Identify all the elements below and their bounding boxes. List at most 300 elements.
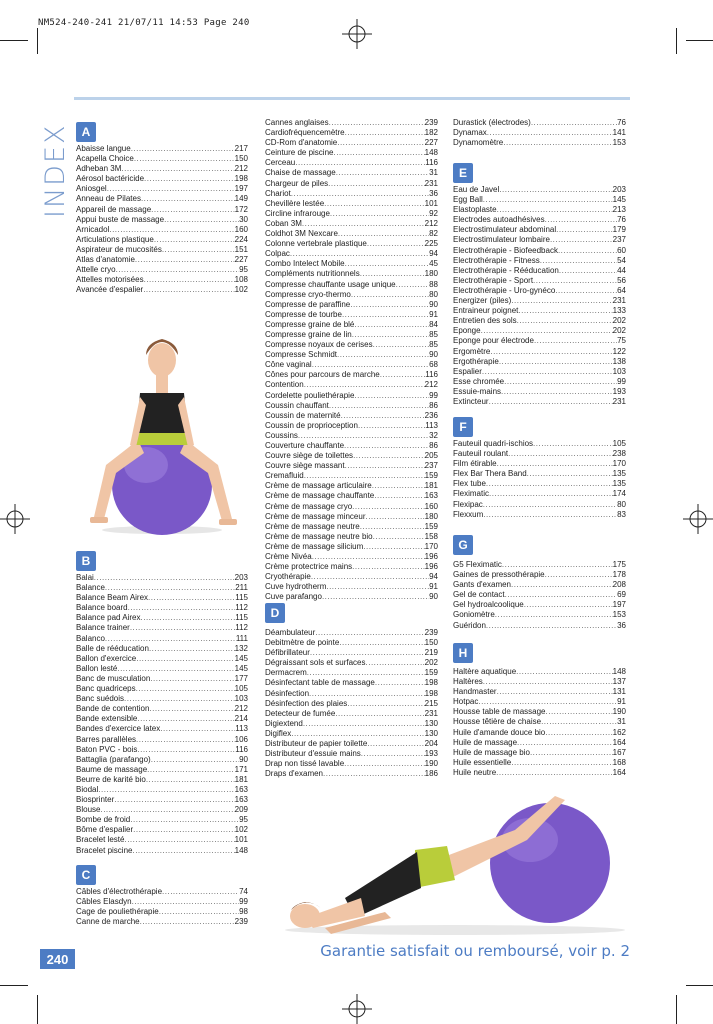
index-entry-name: Goniomètre	[453, 610, 495, 620]
index-entry	[265, 118, 438, 128]
dot-leader	[162, 887, 239, 897]
dot-leader	[136, 735, 235, 745]
index-entry-page: 171	[234, 764, 248, 774]
dot-leader	[483, 500, 617, 510]
dot-leader	[497, 687, 613, 697]
index-entry-page: 30	[239, 214, 248, 224]
index-entry-name: Crème de massage neutre	[265, 521, 360, 531]
index-list-c-cont	[265, 118, 438, 603]
index-entry-page: 94	[429, 572, 438, 582]
index-entry-page: 193	[424, 749, 438, 759]
index-entry-page: 217	[234, 144, 248, 153]
dot-leader	[146, 775, 235, 785]
index-entry-page: 94	[429, 249, 438, 259]
index-entry-page: 115	[235, 613, 248, 623]
index-entry	[453, 397, 626, 407]
index-entry-page: 32	[429, 430, 438, 440]
index-entry-name: Cremafluid	[265, 471, 304, 481]
dot-leader	[137, 745, 235, 755]
dot-leader	[489, 397, 613, 407]
index-entry	[265, 259, 438, 269]
index-entry-name: Aspirateur de mucosités	[76, 244, 162, 254]
registration-mark-icon	[342, 19, 372, 49]
dot-leader	[483, 510, 617, 520]
index-entry-page: 179	[612, 225, 626, 235]
index-entry	[265, 239, 438, 249]
dot-leader	[352, 502, 424, 512]
index-entry-page: 103	[612, 366, 626, 376]
dot-leader	[164, 215, 239, 225]
index-entry-page: 190	[424, 759, 438, 769]
index-entry-page: 198	[424, 688, 438, 698]
dot-leader	[367, 739, 424, 749]
index-entry	[265, 532, 438, 542]
index-entry-page: 197	[612, 600, 626, 610]
index-entry	[265, 689, 438, 699]
index-entry-page: 102	[234, 825, 248, 835]
section-letter-g: G	[453, 535, 473, 555]
index-entry-name: Aniosgel	[76, 184, 107, 194]
index-entry-page: 80	[617, 499, 626, 509]
index-entry-name: Housse table de massage	[453, 707, 546, 717]
crop-mark	[37, 28, 38, 54]
index-entry-name: Flex tube	[453, 479, 486, 489]
index-entry	[453, 459, 626, 469]
index-entry-name: Colpac	[265, 249, 290, 259]
index-entry-name: Dermacrem	[265, 668, 307, 678]
index-entry-page: 196	[424, 562, 438, 572]
dot-leader	[478, 697, 617, 707]
index-entry-page: 132	[234, 643, 248, 653]
index-entry-name: Combo Intelect Mobile	[265, 259, 345, 269]
crop-mark	[686, 985, 713, 986]
index-entry-name: Compresse de tourbe	[265, 309, 342, 319]
index-entry	[453, 600, 626, 610]
index-entry-name: Cannes anglaises	[265, 118, 329, 127]
dot-leader	[109, 225, 234, 235]
dot-leader	[337, 350, 429, 360]
index-entry-page: 99	[617, 376, 626, 386]
index-entry	[453, 235, 626, 245]
index-entry-name: Electrothérapie - Sport	[453, 275, 534, 285]
index-entry-name: Arnicadol	[76, 224, 110, 234]
index-entry	[265, 502, 438, 512]
index-entry	[76, 775, 248, 785]
dot-leader	[352, 330, 429, 340]
dot-leader	[499, 357, 613, 367]
index-entry	[76, 235, 248, 245]
footer-guarantee: Garantie satisfait ou remboursé, voir p. 2	[320, 942, 630, 960]
index-entry-name: Compresse Schmidt	[265, 350, 338, 360]
index-entry-page: 167	[612, 747, 626, 757]
index-entry-name: Coldhot 3M Nexcare	[265, 229, 338, 239]
index-entry-name: Cryothérapie	[265, 572, 311, 582]
index-entry-page: 141	[612, 128, 626, 138]
index-entry-name: Ballon lesté	[76, 663, 118, 673]
dot-leader	[372, 481, 425, 491]
section-letter-a: A	[76, 122, 96, 142]
index-entry	[265, 340, 438, 350]
section-letter-f: F	[453, 417, 473, 437]
index-entry	[453, 439, 626, 449]
index-entry	[265, 350, 438, 360]
index-entry-page: 83	[617, 509, 626, 519]
index-entry	[76, 275, 248, 285]
index-entry-name: Avancée d'espalier	[76, 285, 144, 295]
index-entry-name: Câbles d'électrothérapie	[76, 887, 163, 896]
dot-leader	[329, 118, 425, 128]
index-entry-page: 186	[424, 769, 438, 779]
index-entry-name: Eponge pour électrode	[453, 336, 534, 346]
dot-leader	[98, 785, 234, 795]
index-entry-page: 135	[612, 479, 626, 489]
dot-leader	[489, 489, 613, 499]
index-entry-name: Compresse cryo-thermo	[265, 289, 351, 299]
index-entry-name: Durastick (électrodes)	[453, 118, 531, 127]
index-entry-page: 239	[234, 917, 248, 927]
index-entry	[453, 377, 626, 387]
index-entry-page: 68	[429, 360, 438, 370]
dot-leader	[134, 154, 235, 164]
index-entry-name: Articulations plastique	[76, 234, 154, 244]
index-entry-page: 148	[424, 148, 438, 158]
index-entry	[76, 724, 248, 734]
dot-leader	[527, 469, 613, 479]
index-entry-name: Compresse graine de blé	[265, 319, 355, 329]
dot-leader	[150, 674, 234, 684]
index-entry	[453, 748, 626, 758]
index-entry-name: Crème de massage chauffante	[265, 491, 375, 501]
index-entry-name: Dynamomètre	[453, 138, 504, 148]
dot-leader	[483, 195, 613, 205]
index-entry	[265, 481, 438, 491]
index-entry	[265, 158, 438, 168]
index-entry	[265, 638, 438, 648]
index-entry-name: Acapella Choice	[76, 154, 134, 164]
index-entry-name: Chaise de massage	[265, 168, 336, 178]
index-entry-page: 82	[429, 229, 438, 239]
index-entry	[453, 336, 626, 346]
index-entry-name: Coussin chauffant	[265, 400, 329, 410]
index-list-b	[76, 573, 248, 856]
index-entry	[453, 316, 626, 326]
index-title: INDEX	[40, 123, 71, 218]
dot-leader	[486, 621, 617, 631]
dot-leader	[128, 603, 236, 613]
index-entry-page: 237	[612, 235, 626, 245]
dot-leader	[312, 552, 425, 562]
index-entry	[453, 738, 626, 748]
index-entry-page: 168	[612, 757, 626, 767]
index-entry-page: 145	[234, 653, 248, 663]
index-entry-name: Chariot	[265, 188, 291, 198]
dot-leader	[365, 512, 424, 522]
dot-leader	[354, 391, 429, 401]
index-entry-page: 238	[612, 449, 626, 459]
index-entry	[265, 451, 438, 461]
index-entry-name: Biodal	[76, 784, 99, 794]
index-entry-name: Fleximatic	[453, 489, 490, 499]
index-entry	[453, 707, 626, 717]
index-entry	[453, 758, 626, 768]
index-entry	[453, 128, 626, 138]
index-entry-page: 86	[429, 400, 438, 410]
index-entry	[453, 560, 626, 570]
dot-leader	[105, 634, 236, 644]
index-list-d	[265, 628, 438, 779]
index-entry	[76, 704, 248, 714]
index-entry	[76, 654, 248, 664]
index-entry-name: Balle de rééducation	[76, 643, 149, 653]
dot-leader	[144, 275, 235, 285]
index-entry-name: Canne de marche	[76, 917, 140, 927]
dot-leader	[117, 664, 234, 674]
index-entry	[265, 658, 438, 668]
index-entry-page: 163	[234, 784, 248, 794]
index-entry	[453, 225, 626, 235]
dot-leader	[530, 748, 613, 758]
index-entry-page: 130	[424, 718, 438, 728]
index-entry-page: 122	[612, 346, 626, 356]
index-entry-page: 180	[424, 269, 438, 279]
dot-leader	[290, 249, 429, 259]
section-letter-h: H	[453, 643, 473, 663]
index-entry	[265, 542, 438, 552]
index-entry-page: 115	[235, 593, 248, 603]
index-entry-page: 162	[612, 727, 626, 737]
dot-leader	[310, 648, 425, 658]
index-entry-page: 198	[234, 174, 248, 184]
index-entry-page: 91	[429, 309, 438, 319]
index-entry-page: 91	[617, 697, 626, 707]
dot-leader	[511, 758, 612, 768]
index-entry-name: Déambulateur	[265, 628, 316, 637]
index-entry-name: Electrothérapie - Fitness	[453, 255, 540, 265]
index-entry-name: Dynamax	[453, 128, 487, 138]
dot-leader	[330, 209, 429, 219]
dot-leader	[541, 717, 617, 727]
index-entry	[76, 634, 248, 644]
index-entry	[265, 411, 438, 421]
index-entry	[453, 610, 626, 620]
index-entry	[453, 590, 626, 600]
dot-leader	[545, 570, 613, 580]
index-entry	[453, 621, 626, 631]
dot-leader	[516, 667, 612, 677]
registration-mark-icon	[342, 994, 372, 1024]
index-entry	[76, 825, 248, 835]
dot-leader	[341, 411, 425, 421]
index-entry-page: 103	[234, 694, 248, 704]
index-entry-name: Appui buste de massage	[76, 214, 165, 224]
dot-leader	[517, 738, 613, 748]
dot-leader	[533, 276, 617, 286]
index-entry-page: 153	[612, 610, 626, 620]
dot-leader	[481, 326, 613, 336]
index-entry-name: Adheban 3M	[76, 164, 122, 174]
dot-leader	[135, 255, 235, 265]
dot-leader	[545, 215, 617, 225]
index-entry-name: Cordelette pouliethérapie	[265, 390, 355, 400]
index-entry-page: 202	[612, 326, 626, 336]
index-entry	[265, 592, 438, 602]
index-entry	[265, 380, 438, 390]
index-entry-name: Distributeur d'essuie mains	[265, 749, 361, 759]
index-entry	[76, 154, 248, 164]
index-list-g	[453, 560, 626, 631]
index-entry	[265, 280, 438, 290]
dot-leader	[302, 219, 425, 229]
section-letter-e: E	[453, 163, 473, 183]
dot-leader	[366, 658, 425, 668]
index-entry	[76, 684, 248, 694]
index-entry-page: 149	[234, 194, 248, 204]
index-entry-page: 163	[234, 795, 248, 805]
index-entry-name: Essuie-mains	[453, 386, 502, 396]
index-entry-page: 56	[617, 275, 626, 285]
index-entry-name: Fauteuil roulant	[453, 449, 509, 459]
index-entry-page: 180	[424, 511, 438, 521]
index-entry-name: Huile de massage	[453, 737, 518, 747]
index-column-3h	[453, 643, 626, 778]
dot-leader	[132, 846, 234, 856]
crop-mark	[676, 995, 677, 1024]
index-entry-page: 214	[234, 714, 248, 724]
index-entry-name: Crème de massage cryo	[265, 501, 353, 511]
index-entry-name: Aérosol bactéricide	[76, 174, 145, 184]
index-entry-page: 116	[425, 158, 438, 168]
dot-leader	[517, 316, 613, 326]
index-entry-name: Detecteur de fumée	[265, 708, 336, 718]
index-column-3e	[453, 163, 626, 407]
index-entry-page: 212	[234, 164, 248, 174]
dot-leader	[324, 199, 425, 209]
index-entry-name: Compresse de paraffine	[265, 299, 351, 309]
index-entry-name: Energizer (piles)	[453, 296, 512, 306]
dot-leader	[100, 805, 234, 815]
index-entry-name: Coussin de proprioception	[265, 420, 358, 430]
dot-leader	[130, 815, 239, 825]
index-entry	[453, 449, 626, 459]
crop-mark	[0, 40, 28, 41]
dot-leader	[326, 582, 429, 592]
index-entry-page: 36	[429, 188, 438, 198]
index-entry-page: 203	[612, 185, 626, 194]
index-entry-name: Digiextend	[265, 718, 303, 728]
index-entry	[265, 330, 438, 340]
index-entry	[265, 360, 438, 370]
index-entry	[76, 144, 248, 154]
index-entry-name: Crème de massage silicium	[265, 541, 364, 551]
index-entry-page: 138	[612, 356, 626, 366]
index-entry-name: Film étirable	[453, 459, 497, 469]
crop-mark	[0, 985, 28, 986]
index-entry	[453, 717, 626, 727]
index-entry-page: 212	[234, 704, 248, 714]
index-entry-name: Digiflex	[265, 728, 292, 738]
index-entry-page: 213	[612, 205, 626, 215]
index-entry	[453, 326, 626, 336]
index-entry	[76, 194, 248, 204]
index-column-1c	[76, 865, 248, 927]
dot-leader	[361, 749, 425, 759]
top-accent-band	[74, 97, 630, 100]
index-entry	[265, 512, 438, 522]
index-entry-page: 88	[429, 279, 438, 289]
index-entry	[453, 138, 626, 148]
dot-leader	[508, 449, 612, 459]
index-entry-name: Hotpac	[453, 697, 479, 707]
index-entry-name: Extincteur	[453, 396, 489, 406]
index-entry	[453, 728, 626, 738]
dot-leader	[291, 729, 424, 739]
index-entry	[76, 735, 248, 745]
dot-leader	[304, 380, 425, 390]
index-entry-page: 135	[612, 469, 626, 479]
index-entry	[76, 644, 248, 654]
index-entry	[76, 285, 248, 295]
index-entry	[265, 300, 438, 310]
index-entry-name: Cônes pour parcours de marche	[265, 370, 380, 380]
index-entry	[76, 164, 248, 174]
dot-leader	[375, 678, 425, 688]
index-entry-name: Electrothérapie - Rééducation	[453, 265, 559, 275]
index-entry-page: 145	[612, 195, 626, 205]
index-entry-name: Guéridon	[453, 620, 486, 630]
index-entry-page: 95	[239, 265, 248, 275]
index-entry-page: 101	[424, 198, 438, 208]
index-column-3f	[453, 417, 626, 520]
index-entry-page: 69	[617, 590, 626, 600]
index-entry-name: Blouse	[76, 805, 101, 815]
index-entry-name: Couverture chauffante	[265, 441, 345, 450]
index-entry	[453, 768, 626, 778]
index-entry-name: Electrothérapie - Uro-gynéco	[453, 285, 556, 295]
index-entry-page: 159	[424, 471, 438, 481]
index-entry	[453, 479, 626, 489]
index-entry	[265, 269, 438, 279]
index-entry-name: Balance	[76, 583, 105, 593]
index-entry	[453, 306, 626, 316]
index-entry-name: Cuve parafango	[265, 592, 322, 602]
dot-leader	[114, 795, 234, 805]
dot-leader	[295, 158, 425, 168]
section-letter-c: C	[76, 865, 96, 885]
dot-leader	[556, 225, 612, 235]
index-entry-name: Cône vaginal	[265, 360, 312, 370]
dot-leader	[546, 707, 613, 717]
dot-leader	[116, 265, 240, 275]
index-entry-name: Attelle cryo	[76, 265, 116, 275]
index-entry-name: Biosprinter	[76, 795, 115, 805]
index-entry-name: Espalier	[453, 366, 482, 376]
index-entry-name: Balance board	[76, 603, 128, 613]
index-entry-page: 159	[424, 668, 438, 678]
dot-leader	[311, 572, 429, 582]
index-entry-page: 86	[429, 441, 438, 450]
index-entry-page: 182	[424, 128, 438, 138]
dot-leader	[345, 128, 425, 138]
dot-leader	[132, 897, 240, 907]
index-entry-name: Attelles motorisées	[76, 275, 144, 285]
index-entry	[453, 246, 626, 256]
dot-leader	[328, 179, 424, 189]
index-entry	[265, 168, 438, 178]
index-entry-page: 113	[425, 420, 438, 430]
index-entry-name: Contention	[265, 380, 304, 390]
index-entry	[453, 580, 626, 590]
index-entry-name: Bracelet lesté	[76, 835, 125, 845]
